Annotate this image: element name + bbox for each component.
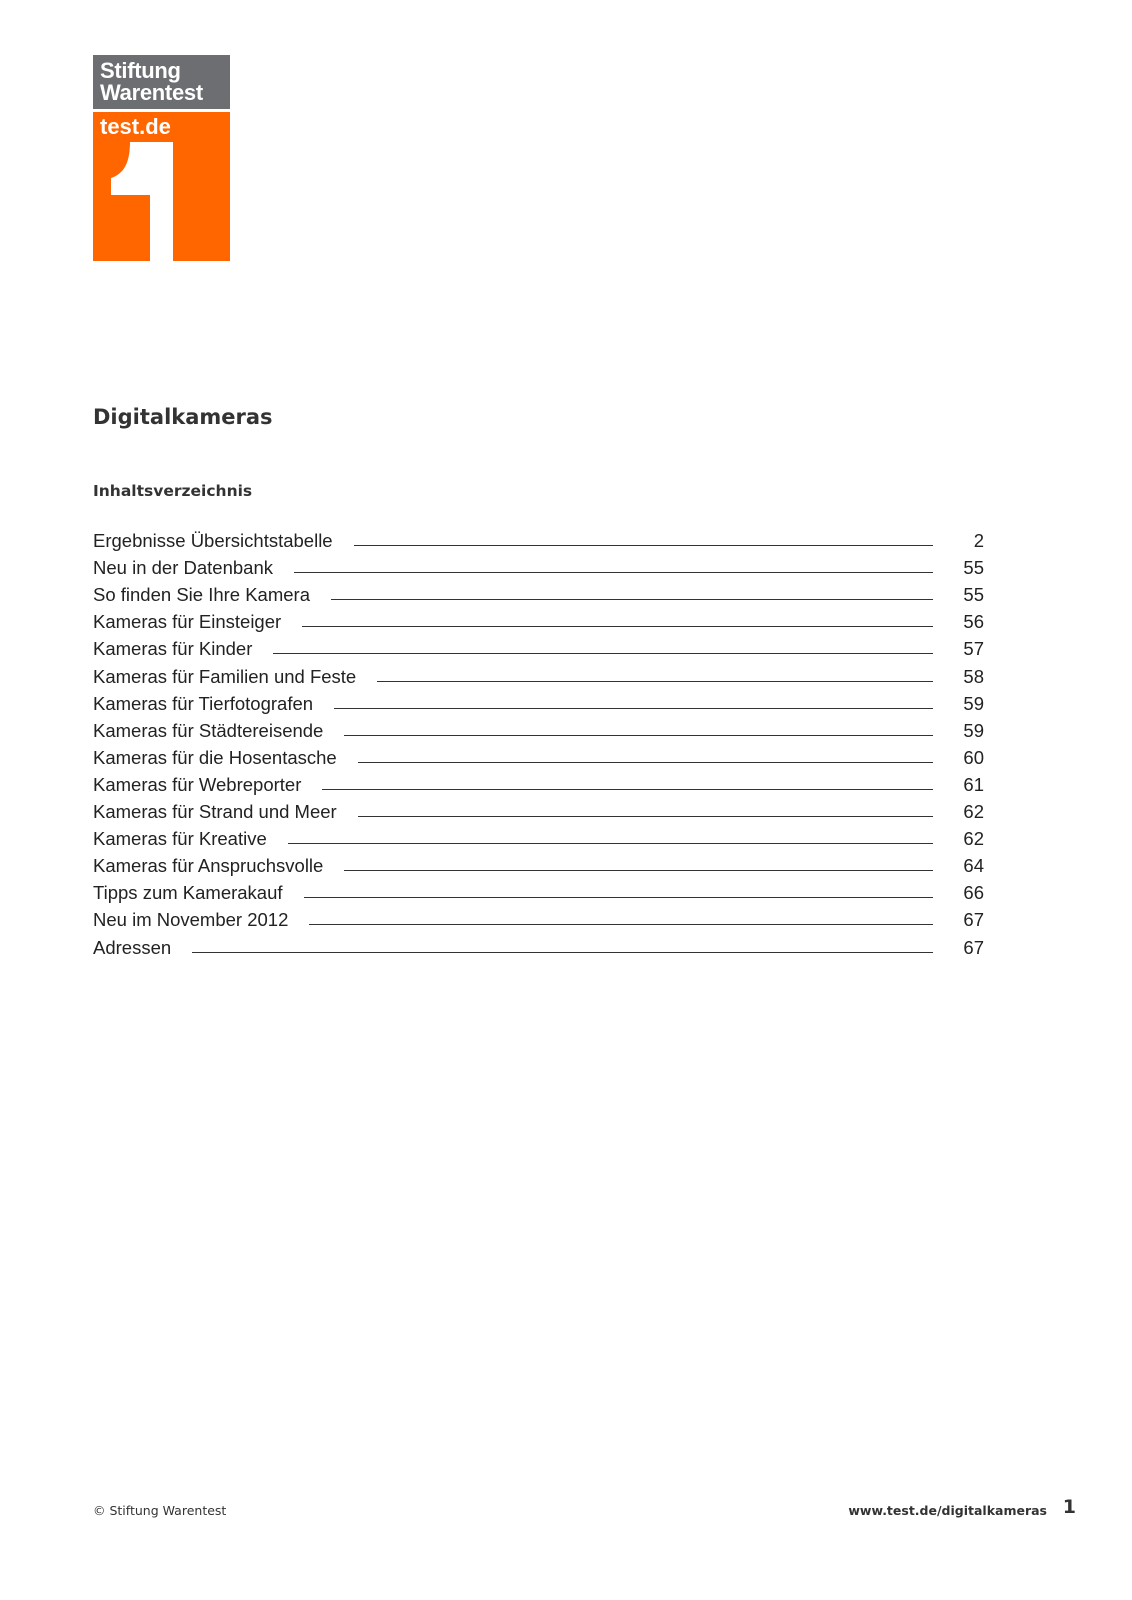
toc-entry[interactable] <box>93 633 984 660</box>
toc-entry-page: 59 <box>963 719 984 741</box>
toc-entry-label: Kameras für die Hosentasche <box>93 746 337 768</box>
toc-entry-label: Adressen <box>93 936 172 958</box>
toc-entry[interactable] <box>93 552 984 579</box>
logo-domain: test.de <box>100 114 171 139</box>
footer-copyright: © Stiftung Warentest <box>93 1503 227 1518</box>
toc-entry-label: Kameras für Kinder <box>93 638 253 660</box>
toc-entry-label: Tipps zum Kamerakauf <box>93 882 283 904</box>
toc-entry-page: 66 <box>963 882 984 904</box>
toc-leader-line <box>288 843 933 844</box>
toc-entry[interactable] <box>93 904 984 931</box>
toc-entry-label: Neu in der Datenbank <box>93 557 273 579</box>
logo-line-1: Stiftung <box>100 58 181 83</box>
toc-entry[interactable] <box>93 742 984 769</box>
toc-leader-line <box>322 789 933 790</box>
toc-entry-label: Neu im November 2012 <box>93 909 289 931</box>
table-of-contents <box>93 525 984 959</box>
toc-entry[interactable] <box>93 715 984 742</box>
logo-orange-block <box>93 112 230 261</box>
toc-entry-label: Kameras für Städtereisende <box>93 719 324 741</box>
toc-entry[interactable] <box>93 931 984 958</box>
toc-leader-line <box>309 924 933 925</box>
toc-entry-label: Ergebnisse Übersichtstabelle <box>93 530 333 552</box>
toc-entry[interactable] <box>93 525 984 552</box>
toc-entry[interactable] <box>93 606 984 633</box>
toc-entry-label: Kameras für Webreporter <box>93 773 302 795</box>
toc-entry-label: Kameras für Strand und Meer <box>93 801 337 823</box>
toc-entry[interactable] <box>93 850 984 877</box>
toc-entry[interactable] <box>93 769 984 796</box>
toc-entry-page: 55 <box>963 557 984 579</box>
footer-url: www.test.de/digitalkameras <box>848 1503 1047 1518</box>
toc-entry[interactable] <box>93 688 984 715</box>
toc-entry[interactable] <box>93 660 984 687</box>
toc-entry-label: So finden Sie Ihre Kamera <box>93 584 310 606</box>
toc-entry[interactable] <box>93 579 984 606</box>
page-number: 1 <box>1062 1496 1076 1518</box>
toc-entry-label: Kameras für Familien und Feste <box>93 665 357 687</box>
toc-leader-line <box>304 897 933 898</box>
toc-entry-page: 57 <box>963 638 984 660</box>
toc-heading: Inhaltsverzeichnis <box>93 482 253 500</box>
toc-leader-line <box>192 952 933 953</box>
toc-entry-page: 2 <box>973 530 984 552</box>
page-title: Digitalkameras <box>93 405 273 429</box>
toc-leader-line <box>344 870 933 871</box>
toc-entry-page: 55 <box>963 584 984 606</box>
toc-entry-page: 59 <box>963 692 984 714</box>
toc-entry[interactable] <box>93 877 984 904</box>
toc-entry-label: Kameras für Tierfotografen <box>93 692 314 714</box>
toc-entry-label: Kameras für Kreative <box>93 828 267 850</box>
toc-entry-page: 67 <box>963 909 984 931</box>
toc-entry-page: 60 <box>963 746 984 768</box>
toc-entry[interactable] <box>93 796 984 823</box>
toc-leader-line <box>294 572 933 573</box>
toc-leader-line <box>334 708 933 709</box>
toc-entry-page: 62 <box>963 801 984 823</box>
toc-entry-page: 64 <box>963 855 984 877</box>
toc-leader-line <box>273 653 933 654</box>
toc-entry-page: 62 <box>963 828 984 850</box>
toc-leader-line <box>354 545 933 546</box>
toc-leader-line <box>331 599 933 600</box>
toc-entry-label: Kameras für Anspruchsvolle <box>93 855 324 877</box>
logo-gray-block <box>93 55 230 109</box>
logo-line-2: Warentest <box>100 80 203 105</box>
toc-entry-page: 67 <box>963 936 984 958</box>
toc-entry-page: 56 <box>963 611 984 633</box>
toc-leader-line <box>302 626 933 627</box>
toc-leader-line <box>358 762 933 763</box>
toc-leader-line <box>377 681 933 682</box>
toc-leader-line <box>344 735 933 736</box>
toc-entry-label: Kameras für Einsteiger <box>93 611 282 633</box>
toc-leader-line <box>358 816 933 817</box>
stiftung-warentest-logo <box>93 55 230 261</box>
toc-entry-page: 58 <box>963 665 984 687</box>
toc-entry[interactable] <box>93 823 984 850</box>
toc-entry-page: 61 <box>963 773 984 795</box>
